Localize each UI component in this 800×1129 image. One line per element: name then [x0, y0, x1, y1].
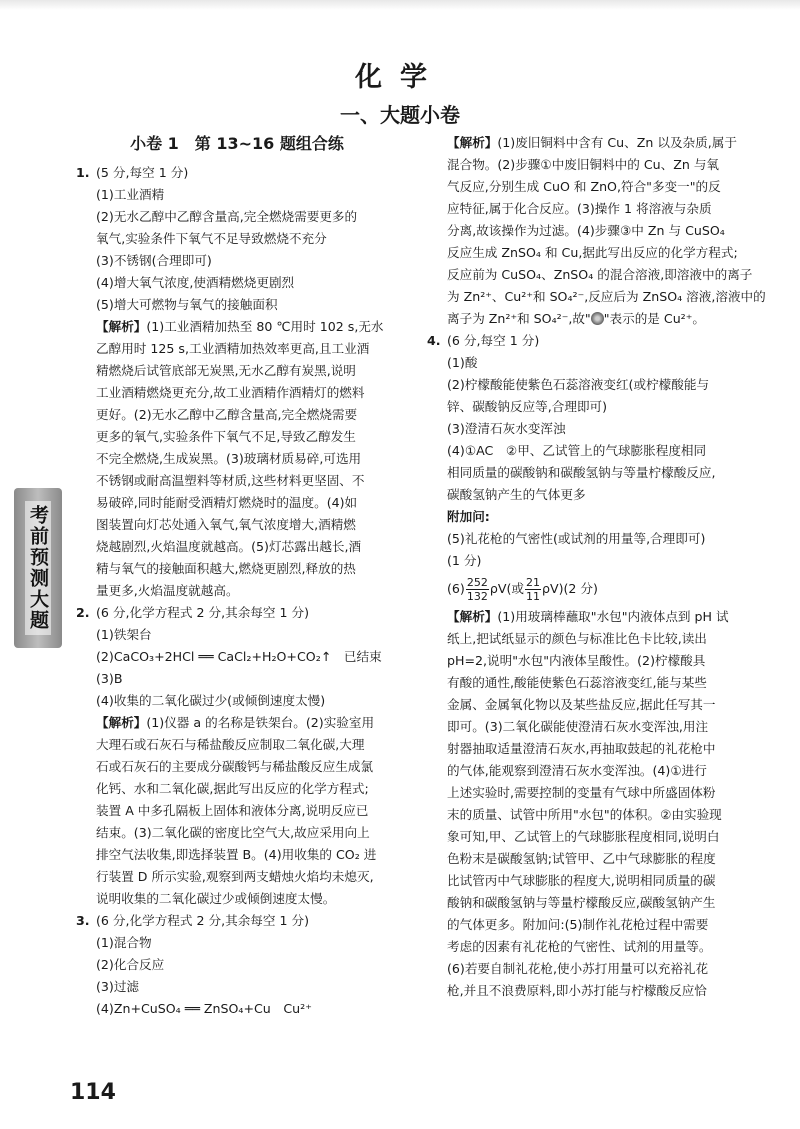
answer-line: 末的质量、试管中所用"水包"的体积。②由实验现: [447, 807, 722, 822]
answer-line: 精与氧气的接触面积越大,燃烧更剧烈,释放的热: [96, 561, 356, 576]
answer-line: 易破碎,同时能耐受酒精灯燃烧时的温度。(4)如: [96, 495, 358, 510]
answer-line: 更多的氧气,实验条件下氧气不足,导致乙醇发生: [96, 429, 356, 444]
answer-line: 石或石灰石的主要成分碳酸钙与稀盐酸反应生成氯: [96, 759, 374, 774]
answer-line: (4)增大氧气浓度,使酒精燃烧更剧烈: [96, 275, 295, 290]
answer-line: (1)混合物: [96, 935, 152, 950]
score-note: (5 分,每空 1 分): [96, 165, 189, 180]
analysis-line: [76, 712, 398, 734]
answer-line: (4)收集的二氧化碳过少(或倾倒速度太慢): [96, 693, 326, 708]
answer-line: 反应前为 CuSO₄、ZnSO₄ 的混合溶液,即溶液中的离子: [447, 267, 753, 282]
answer-line: 不完全燃烧,生成炭黑。(3)玻璃材质易碎,可选用: [96, 451, 362, 466]
answer-line: 上述实验时,需要控制的变量有气球中所盛固体粉: [447, 785, 716, 800]
analysis-text: (1)用玻璃棒蘸取"水包"内液体点到 pH 试: [497, 609, 729, 624]
answer-line: (1)铁架台: [96, 627, 152, 642]
analysis-line: [427, 606, 752, 628]
text-segment: ρV(或: [489, 581, 524, 596]
quiz-title: 小卷 1 第 13~16 题组合练: [130, 134, 344, 153]
answer-line: 更好。(2)无水乙醇中乙醇含量高,完全燃烧需要: [96, 407, 358, 422]
answer-line: 精燃烧后试管底部无炭黑,无水乙醇有炭黑,说明: [96, 363, 356, 378]
denominator: 132: [466, 590, 488, 603]
side-tab: [14, 488, 62, 648]
answer-line: 化钙、水和二氧化碳,据此写出反应的化学方程式;: [96, 781, 369, 796]
answer-line: (5)礼花枪的气密性(或试剂的用量等,合理即可): [447, 531, 706, 546]
answer-line: (3)不锈钢(合理即可): [96, 253, 212, 268]
answer-line: 结束。(3)二氧化碳的密度比空气大,故应采用向上: [96, 825, 370, 840]
answer-line: 酸钠和碳酸氢钠与等量柠檬酸反应,碳酸氢钠产生: [447, 895, 716, 910]
answer-line: 纸上,把试纸显示的颜色与标准比色卡比较,读出: [447, 631, 707, 646]
answer-line: 装置 A 中多孔隔板上固体和液体分离,说明反应已: [96, 803, 369, 818]
answer-line: 即可。(3)二氧化碳能使澄清石灰水变浑浊,用注: [447, 719, 709, 734]
numerator: 252: [466, 576, 488, 589]
answer-line: 比试管丙中气球膨胀的程度大,说明相同质量的碳: [447, 873, 716, 888]
question-header: [76, 910, 398, 932]
analysis-tag: 【解析】: [96, 319, 147, 334]
answer-line: 不锈钢或耐高温塑料等材质,这些材料更坚固、不: [96, 473, 365, 488]
answer-line: 的气体更多。附加问:(5)制作礼花枪过程中需要: [447, 917, 709, 932]
question-number: 1.: [76, 165, 90, 180]
answer-line: 烧越剧烈,火焰温度就越高。(5)灯芯露出越长,酒: [96, 539, 362, 554]
answer-line: (4)①AC ②甲、乙试管上的气球膨胀程度相同: [447, 443, 707, 458]
answer-line: (6)若要自制礼花枪,使小苏打用量可以充裕礼花: [447, 961, 709, 976]
side-tab-label: 考前预测大题: [25, 501, 51, 635]
answer-line: 碳酸氢钠产生的气体更多: [447, 487, 586, 502]
analysis-tag: 【解析】: [447, 609, 498, 624]
answer-line: (1)酸: [447, 355, 478, 370]
question-number: 3.: [76, 913, 90, 928]
extra-question-heading: 附加问:: [447, 509, 490, 524]
question-number: 2.: [76, 605, 90, 620]
analysis-tag: 【解析】: [447, 135, 498, 150]
answer-line: (2)柠檬酸能使紫色石蕊溶液变红(或柠檬酸能与: [447, 377, 710, 392]
question-header: [427, 330, 752, 352]
answer-line: 排空气法收集,即选择装置 B。(4)用收集的 CO₂ 进: [96, 847, 377, 862]
analysis-tag: 【解析】: [96, 715, 147, 730]
fraction: [466, 576, 489, 603]
analysis-line: [427, 132, 752, 154]
right-column-body: [427, 132, 766, 1002]
answer-line: 有酸的通性,酸能使紫色石蕊溶液变红,能与某些: [447, 675, 707, 690]
answer-line: (2)CaCO₃+2HCl ══ CaCl₂+H₂O+CO₂↑ 已结束: [96, 649, 382, 664]
answer-line: (1)工业酒精: [96, 187, 165, 202]
page-number: 114: [70, 1080, 116, 1105]
right-column: [427, 132, 766, 1002]
answer-line: 象可知,甲、乙试管上的气球膨胀程度相同,说明白: [447, 829, 720, 844]
denominator: 11: [525, 590, 540, 603]
answer-line: 锌、碳酸钠反应等,合理即可): [447, 399, 608, 414]
answer-line: pH=2,说明"水包"内液体呈酸性。(2)柠檬酸具: [447, 653, 706, 668]
question-header: [76, 162, 398, 184]
answer-line: [427, 308, 752, 330]
answer-line: 反应生成 ZnSO₄ 和 Cu,据此写出反应的化学方程式;: [447, 245, 738, 260]
ion-symbol-icon: [591, 312, 604, 325]
answer-line: (5)增大可燃物与氧气的接触面积: [96, 297, 278, 312]
answer-line: 色粉末是碳酸氢钠;试管甲、乙中气球膨胀的程度: [447, 851, 716, 866]
answer-line: 量更多,火焰温度就越高。: [96, 583, 239, 598]
fraction: [525, 576, 541, 603]
answer-line: 工业酒精燃烧更充分,故工业酒精作酒精灯的燃料: [96, 385, 365, 400]
text-segment: 离子为 Zn²⁺和 SO₄²⁻,故": [447, 311, 591, 326]
answer-line: 说明收集的二氧化碳过少或倾倒速度太慢。: [96, 891, 336, 906]
analysis-text: (1)工业酒精加热至 80 ℃用时 102 s,无水: [146, 319, 384, 334]
score-note: (6 分,每空 1 分): [447, 333, 540, 348]
section-title: 一、大题小卷: [340, 103, 460, 127]
answer-line: (2)化合反应: [96, 957, 165, 972]
answer-line: 为 Zn²⁺、Cu²⁺和 SO₄²⁻,反应后为 ZnSO₄ 溶液,溶液中的: [447, 289, 766, 304]
answer-line: 氧气,实验条件下氧气不足导致燃烧不充分: [96, 231, 327, 246]
answer-line: 金属、金属氧化物以及某些盐反应,据此任写其一: [447, 697, 716, 712]
answer-line: (3)澄清石灰水变浑浊: [447, 421, 566, 436]
answer-line: (4)Zn+CuSO₄ ══ ZnSO₄+Cu Cu²⁺: [96, 1001, 312, 1016]
answer-line: 考虑的因素有礼花枪的气密性、试剂的用量等。: [447, 939, 712, 954]
question-number: 4.: [427, 333, 441, 348]
score-note: (6 分,化学方程式 2 分,其余每空 1 分): [96, 605, 310, 620]
answer-line: 应特征,属于化合反应。(3)操作 1 将溶液与杂质: [447, 201, 712, 216]
subject-title: 化学: [355, 62, 445, 93]
answer-line: (3)过滤: [96, 979, 140, 994]
answer-line: 乙醇用时 125 s,工业酒精加热效率更高,且工业酒: [96, 341, 370, 356]
answer-line: 分离,故该操作为过滤。(4)步骤③中 Zn 与 CuSO₄: [447, 223, 725, 238]
text-segment: "表示的是 Cu²⁺。: [603, 311, 705, 326]
answer-line: 图装置向灯芯处通入氧气,氧气浓度增大,酒精燃: [96, 517, 356, 532]
answer-line: 的气体,能观察到澄清石灰水变浑浊。(4)①进行: [447, 763, 707, 778]
analysis-line: [76, 316, 398, 338]
answer-line: 射器抽取适量澄清石灰水,再抽取鼓起的礼花枪中: [447, 741, 716, 756]
left-column: [76, 130, 398, 1020]
text-segment: (6): [447, 581, 465, 596]
answer-line: (1 分): [447, 553, 482, 568]
left-column-body: [76, 162, 398, 1020]
answer-line: (2)无水乙醇中乙醇含量高,完全燃烧需要更多的: [96, 209, 358, 224]
analysis-text: (1)废旧铜料中含有 Cu、Zn 以及杂质,属于: [497, 135, 737, 150]
fraction-answer-line: [427, 572, 752, 606]
numerator: 21: [525, 576, 540, 589]
answer-line: 相同质量的碳酸钠和碳酸氢钠与等量柠檬酸反应,: [447, 465, 716, 480]
answer-line: 枪,并且不浪费原料,即小苏打能与柠檬酸反应恰: [447, 983, 707, 998]
answer-line: 气反应,分别生成 CuO 和 ZnO,符合"多变一"的反: [447, 179, 721, 194]
answer-line: 大理石或石灰石与稀盐酸反应制取二氧化碳,大理: [96, 737, 365, 752]
answer-line: 行装置 D 所示实验,观察到两支蜡烛火焰均未熄灭,: [96, 869, 374, 884]
page-top-edge: [0, 0, 800, 10]
analysis-text: (1)仪器 a 的名称是铁架台。(2)实验室用: [146, 715, 375, 730]
score-note: (6 分,化学方程式 2 分,其余每空 1 分): [96, 913, 310, 928]
text-segment: ρV)(2 分): [541, 581, 598, 596]
answer-line: 混合物。(2)步骤①中废旧铜料中的 Cu、Zn 与氧: [447, 157, 720, 172]
question-header: [76, 602, 398, 624]
answer-line: (3)B: [96, 671, 123, 686]
